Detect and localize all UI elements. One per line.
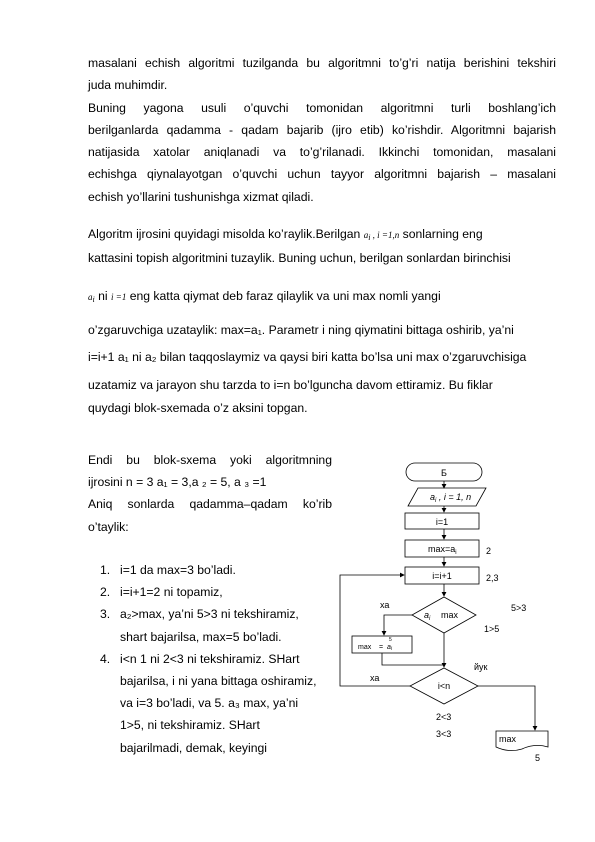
init-i-label: i=1 [435, 517, 449, 527]
note-2: 2 [486, 546, 492, 556]
intro-line: juda muhimdir. [88, 78, 168, 93]
block-scheme [336, 455, 551, 780]
assign-max: max [358, 644, 372, 651]
note-2lt3: 2<3 [436, 712, 452, 722]
step-item: 3. a₂>max, ya’ni 5>3 ni tekshiramiz, shart bajarilsa, max=5 bo’ladi. [100, 607, 299, 644]
walkthrough-line: o’taylik: [88, 519, 129, 534]
walkthrough-line: Endi bu blok-sxema yoki algoritmning [88, 453, 332, 467]
steps-list [100, 559, 316, 759]
increment-label: i=i+1 [432, 571, 452, 581]
output-label: max [499, 734, 517, 744]
note-5gt3: 5>3 [511, 603, 527, 613]
example-line-7: quydagi blok-sxemada o’z aksini topgan. [88, 401, 308, 415]
cond2-yes: ха [370, 673, 380, 683]
intro-paragraph [88, 52, 556, 208]
cond2-no: йук [474, 662, 488, 672]
init-max-label: $\max=a_i$ [428, 544, 457, 556]
formula-ai: ai , i =1,n [363, 230, 400, 242]
formula-a1: ai [88, 292, 95, 304]
example-line-4: o’zgaruvchiga uzataylik: max=a₁. Parametr i ning qiymatini bittaga oshirib, ya’ni [88, 323, 514, 337]
input-label: $a_i$ , i = 1, n [430, 492, 472, 504]
step-item: 2. i=i+1=2 ni topamiz, [100, 585, 223, 600]
assign-sup: 5 [389, 637, 392, 643]
cond1-a: $a_i$ [424, 610, 431, 622]
walkthrough-intro [88, 449, 332, 538]
cond1-yes: ха [380, 600, 390, 610]
cond1-max: max [441, 610, 459, 620]
example-line-5: i=i+1 a₁ ni a₂ bilan taqqoslaymiz va qaysi biri katta bo’lsa uni max o’zgaruvchisiga [88, 350, 527, 364]
intro-line: berilganlarda qadamma - qadam bajarib (ijro etib) ko’rishdir. Algoritmni bajarish [88, 122, 556, 137]
intro-line: masalani echish algoritmi tuzilganda bu algoritmni to’g’ri natija berishini tekshiri [88, 56, 556, 70]
intro-line: natijasida xatolar aniqlanadi va to’g’rilanadi. Ikkinchi tomonidan, masalani [88, 145, 556, 160]
note-23: 2,3 [486, 573, 499, 583]
walkthrough-line: ijrosini n = 3 a₁ = 3,a ₂ = 5, a ₃ =1 [88, 475, 267, 490]
example-line-3: ai ni i =1 eng katta qiymat deb faraz qilaylik va uni max nomli yangi [88, 289, 441, 304]
note-1gt5: 1>5 [484, 624, 500, 634]
walkthrough-line: Aniq sonlarda qadamma–qadam ko’rib [88, 497, 332, 512]
example-line-6: uzatamiz va jarayon shu tarzda to i=n bo’lguncha davom ettiramiz. Bu fiklar [88, 378, 493, 392]
example-line-1: Algoritm ijrosini quyidagi misolda ko’raylik.Berilgan ai , i =1,n sonlarning eng [88, 227, 483, 242]
cond2-label: i<n [437, 681, 451, 691]
step-item: 4. i<n 1 ni 2<3 ni tekshiramiz. SHart bajarilsa, i ni yana bittaga oshiramiz, va i=3 bo’ladi, va 5. a₃ max, ya’ni 1>5, ni tekshiramiz. SHart bajarilmadi, demak, keyingi [100, 651, 317, 755]
example-line-2: kattasini topish algoritmini tuzaylik. Buning uchun, berilgan sonlardan birinchisi [88, 251, 511, 265]
assign-a: ai [387, 644, 393, 652]
intro-line: Buning yagona usuli o’quvchi tomonidan algoritmni turli boshlang’ich [88, 100, 556, 115]
note-3lt3: 3<3 [436, 729, 452, 739]
assign-eq: = [379, 644, 384, 651]
intro-line: echish yo’llarini tushunishga xizmat qiladi. [88, 189, 314, 204]
step-item: 1. i=1 da max=3 bo’ladi. [100, 563, 236, 577]
note-5: 5 [535, 753, 541, 763]
start-label: Б [441, 468, 447, 478]
intro-line: echishga qiynalayotgan o’quvchi uchun tayyor algoritmni bajarish – masalani [88, 167, 556, 182]
